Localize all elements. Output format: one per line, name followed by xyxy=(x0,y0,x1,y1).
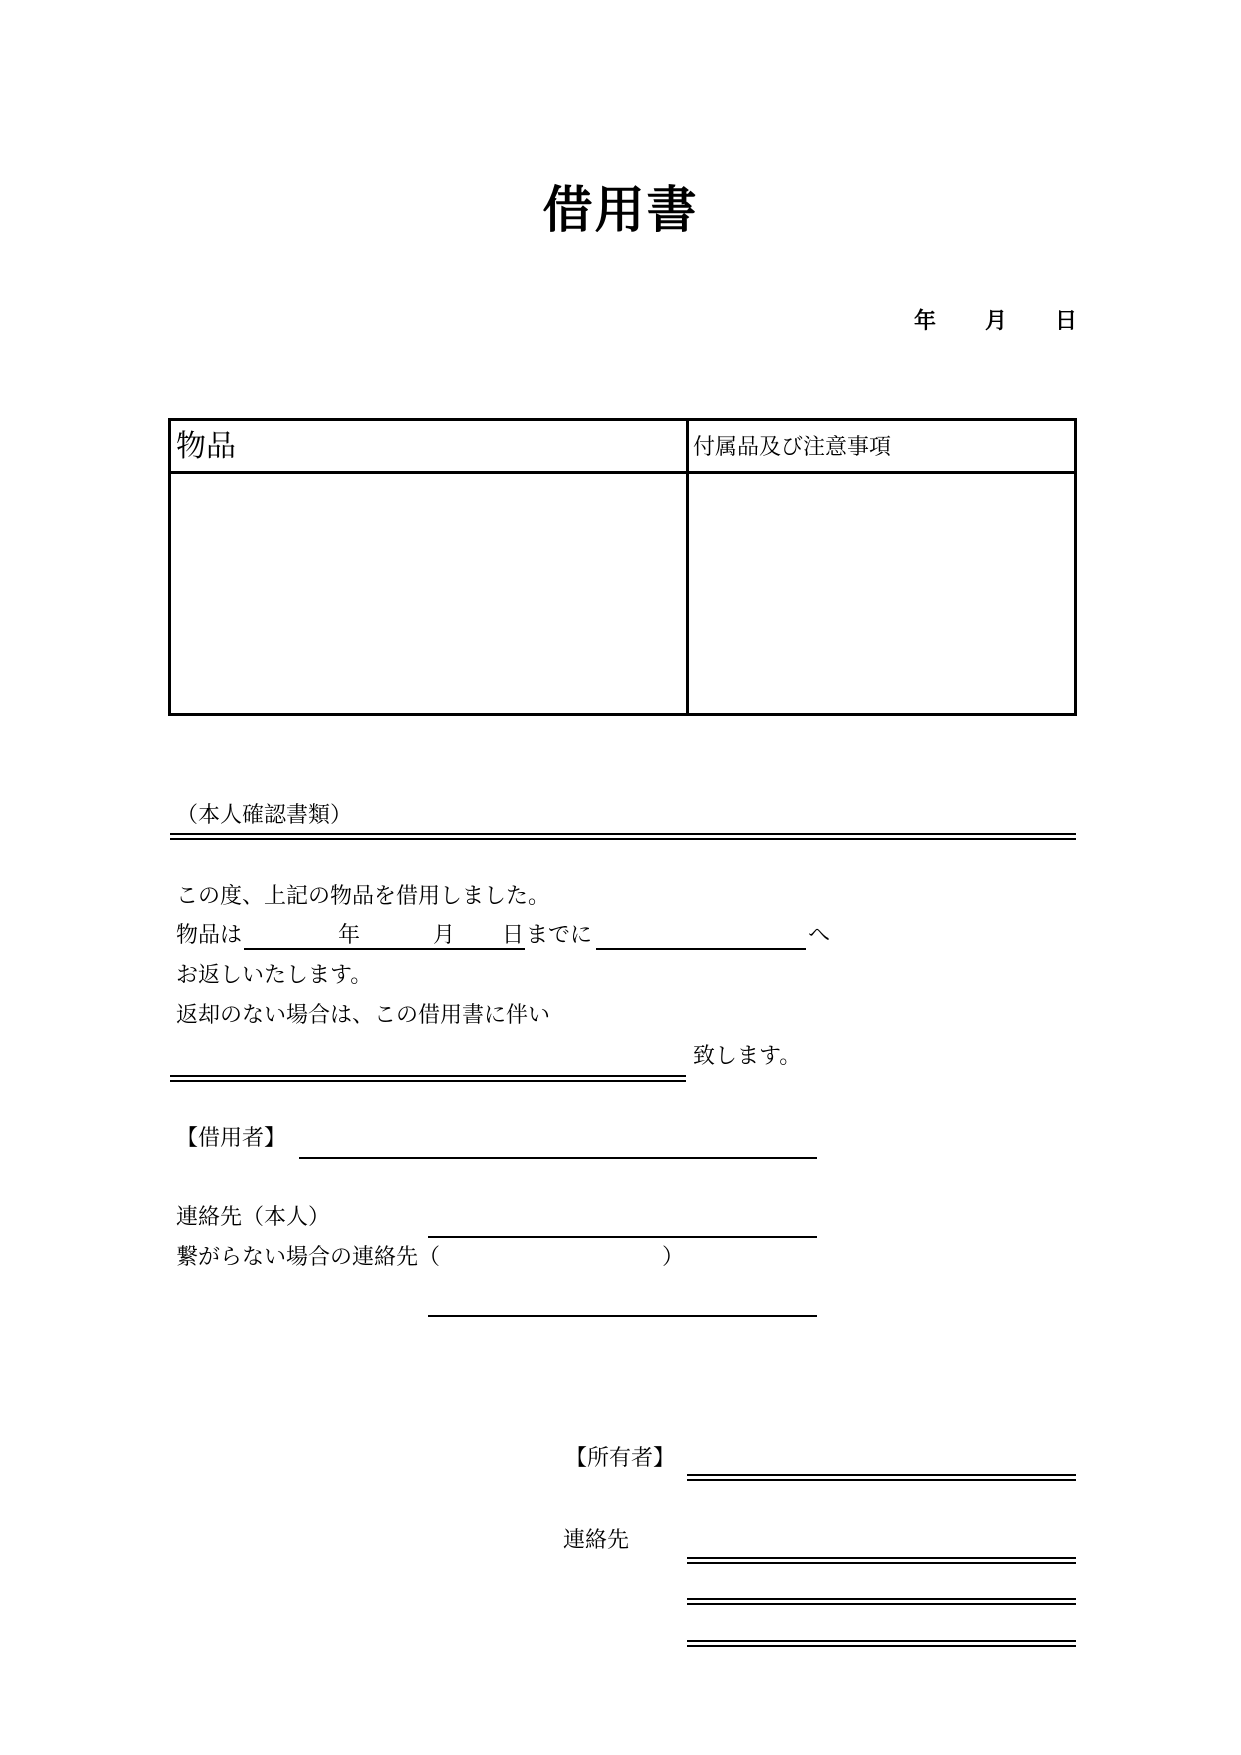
owner-contact-field-3[interactable] xyxy=(687,1640,1076,1647)
contact-alt-field[interactable] xyxy=(428,1315,817,1317)
date-year-label: 年 xyxy=(914,309,937,334)
return-day-label: 日 xyxy=(502,923,525,948)
body-line-3: お返しいたします。 xyxy=(176,963,373,988)
date-day-label: 日 xyxy=(1055,309,1078,334)
owner-contact-label: 連絡先 xyxy=(563,1528,630,1553)
body-line-5-suffix: 致します。 xyxy=(693,1044,802,1069)
id-docs-label: （本人確認書類） xyxy=(176,803,353,828)
body-line-4: 返却のない場合は、この借用書に伴い xyxy=(176,1003,551,1028)
owner-contact-field-2[interactable] xyxy=(687,1598,1076,1605)
contact-self-field[interactable] xyxy=(428,1236,817,1238)
id-docs-field[interactable] xyxy=(170,833,1076,840)
owner-name-field[interactable] xyxy=(687,1474,1076,1481)
return-to-field[interactable] xyxy=(596,948,806,950)
contact-alt-relation-field[interactable] xyxy=(462,1243,662,1273)
notes-header: 付属品及び注意事項 xyxy=(693,435,892,460)
return-year-label: 年 xyxy=(338,923,361,948)
body-line-2-prefix: 物品は xyxy=(176,923,243,948)
item-field[interactable] xyxy=(172,476,682,712)
notes-field[interactable] xyxy=(691,476,1073,712)
body-line-2-by: までに xyxy=(526,923,593,948)
document-title: 借用書 xyxy=(542,181,699,239)
penalty-field[interactable] xyxy=(170,1075,686,1082)
date-month-label: 月 xyxy=(985,309,1008,334)
contact-self-label: 連絡先（本人） xyxy=(176,1205,331,1230)
item-header: 物品 xyxy=(176,429,236,464)
body-line-2-to: へ xyxy=(808,923,831,948)
return-month-label: 月 xyxy=(433,923,456,948)
return-date-field[interactable] xyxy=(244,948,525,950)
borrower-name-field[interactable] xyxy=(299,1157,817,1159)
owner-contact-field-1[interactable] xyxy=(687,1557,1076,1564)
item-table-column-divider xyxy=(686,418,689,716)
borrower-label: 【借用者】 xyxy=(176,1126,287,1151)
item-table-header-divider xyxy=(168,471,1077,474)
body-line-1: この度、上記の物品を借用しました。 xyxy=(176,884,551,909)
contact-alt-label: 繋がらない場合の連絡先（ xyxy=(176,1245,441,1270)
contact-alt-close: ） xyxy=(662,1245,685,1270)
owner-label: 【所有者】 xyxy=(565,1446,676,1471)
